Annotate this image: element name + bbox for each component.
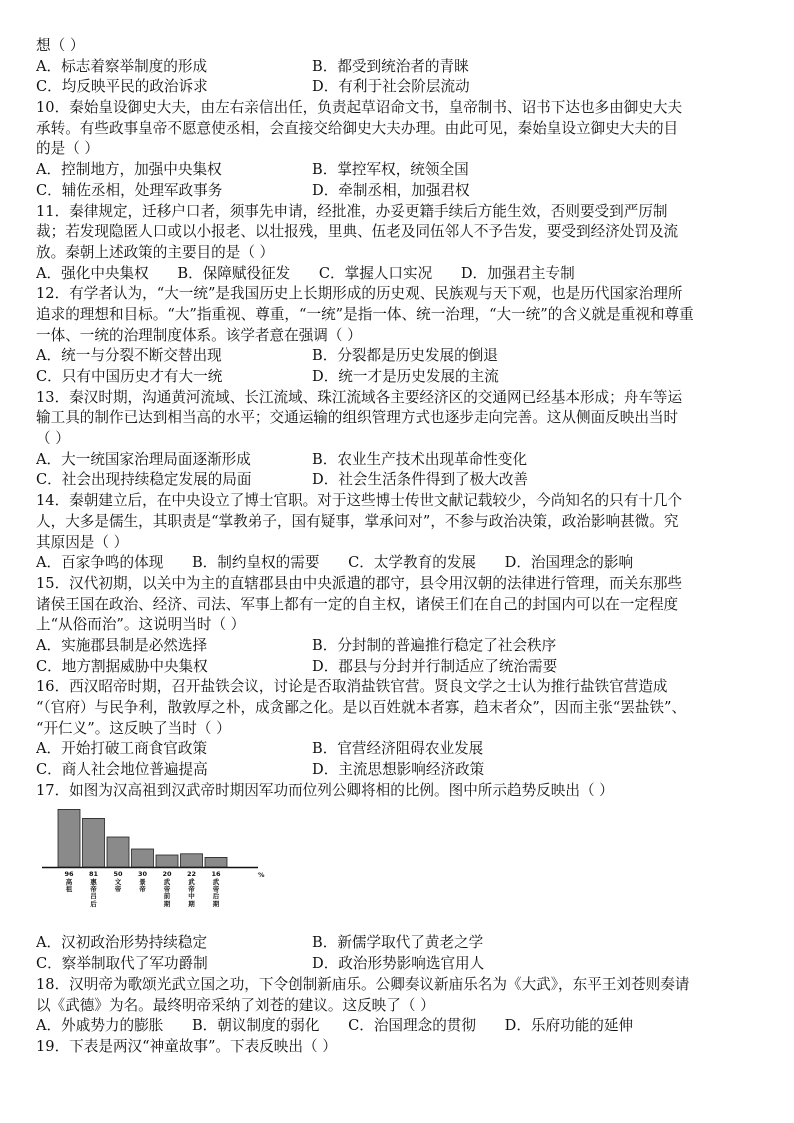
- q12-stem-line: 12．有学者认为，“大一统”是我国历史上长期形成的历史观、民族观与天下观，也是历代国家治理所: [36, 285, 683, 303]
- q13-option-a[interactable]: A．大一统国家治理局面逐渐形成: [36, 450, 251, 468]
- q16-stem-line: 16．西汉昭帝时期，召开盐铁会议，讨论是否取消盐铁官营。贤良文学之士认为推行盐铁官营造成: [36, 678, 668, 696]
- category-label-0: [58, 871, 80, 893]
- category-label-2: [107, 871, 129, 893]
- q11-options-row: [36, 264, 758, 285]
- q9-stem-tail: 想（ ）: [36, 37, 85, 54]
- q9-option-c[interactable]: C．均反映平民的政治诉求: [36, 78, 208, 96]
- q18-stem-line: 以《武德》为名。最终明帝采纳了刘苍的建议。这反映了（ ）: [36, 996, 435, 1014]
- q16-option-d[interactable]: D．主流思想影响经济政策: [312, 761, 485, 779]
- tick-label-1: 惠帝吕后: [90, 877, 97, 908]
- category-label-5: [181, 871, 203, 907]
- data-label-6: 16: [211, 870, 221, 879]
- q10-stem-line: 的是（ ）: [36, 140, 100, 158]
- q15-option-c[interactable]: C．地方割据威胁中央集权: [36, 657, 208, 675]
- bar-2: [107, 837, 129, 867]
- category-label-1: [83, 871, 105, 907]
- q14-stem-line: 其原因是（ ）: [36, 533, 129, 551]
- q10-options-row-2: [36, 181, 758, 202]
- tick-label-6: 武帝后期: [212, 877, 220, 908]
- category-label-4: [156, 871, 178, 907]
- q15-option-d[interactable]: D．郡县与分封并行制适应了统治需要: [312, 657, 558, 675]
- q17-options-row-1: [36, 933, 758, 954]
- q14-option-d[interactable]: D．治国理念的影响: [504, 554, 634, 572]
- q13-options-row-1: [36, 450, 758, 471]
- bar-3: [132, 849, 154, 867]
- q18-option-c[interactable]: C．治国理念的贯彻: [348, 1017, 476, 1035]
- q10-stem-line: 承转。有些政事皇帝不愿意使丞相，会直接交给御史大夫办理。由此可见，秦始皇设立御史大夫的目: [36, 119, 679, 137]
- q15-options-row-1: [36, 636, 758, 657]
- q9-options-row-1: [36, 57, 758, 78]
- q10-option-d[interactable]: D．牵制丞相，加强君权: [312, 181, 470, 199]
- bar-4: [156, 855, 178, 867]
- q16-option-a[interactable]: A．开始打破工商食官政策: [36, 740, 208, 758]
- q9-option-d[interactable]: D．有利于社会阶层流动: [312, 78, 470, 96]
- category-label-3: [132, 871, 154, 893]
- q15-option-a[interactable]: A．实施郡县制是必然选择: [36, 636, 208, 654]
- bar-5: [181, 854, 203, 867]
- q18-stem-line: 18．汉明帝为歌颂光武立国之功，下令创制新庙乐。公卿奏议新庙乐名为《大武》，东平王刘苍则奏请: [36, 975, 690, 993]
- q13-stem-line: 13．秦汉时期，沟通黄河流域、长江流域、珠江流域各主要经济区的交通网已经基本形成；舟车等运: [36, 388, 683, 406]
- q18-options-row: [36, 1016, 758, 1037]
- q17-option-d[interactable]: D．政治形势影响选官用人: [312, 955, 485, 973]
- q12-option-a[interactable]: A．统一与分裂不断交替出现: [36, 347, 222, 365]
- q14-option-b[interactable]: B．制约皇权的需要: [191, 554, 320, 572]
- q18-option-d[interactable]: D．乐府功能的延伸: [504, 1017, 634, 1035]
- data-label-5: 22: [186, 870, 197, 879]
- q14-stem-line: 14．秦朝建立后，在中央设立了博士官职。对于这些博士传世文献记载较少，今尚知名的只有十几个: [36, 492, 683, 510]
- data-label-1: 81: [88, 870, 99, 879]
- q11-stem-line: 裁；若发现隐匿人口或以小报老、以壮报残，里典、伍老及同伍邻人不予告发，要受到经济处罚及流: [36, 223, 679, 241]
- q17-stem-line: 17．如图为汉高祖到汉武帝时期因军功而位列公卿将相的比例。图中所示趋势反映出（ ）: [36, 781, 614, 799]
- q10-options-row-1: [36, 160, 758, 181]
- data-label-4: 20: [162, 870, 172, 879]
- q15-stem-line: 诸侯王国在政治、经济、司法、军事上都有一定的自主权，诸侯王们在自己的封国内可以在一定程度: [36, 595, 679, 613]
- q13-stem-line: 输工具的制作已达到相当高的水平；交通运输的组织管理方式也逐步走向完善。这从侧面反映出当时: [36, 409, 679, 427]
- q17-options-row-2: [36, 954, 758, 975]
- q11-option-a[interactable]: A．强化中央集权: [36, 264, 149, 282]
- bar-1: [83, 819, 105, 868]
- q10-option-c[interactable]: C．辅佐丞相，处理军政事务: [36, 181, 223, 199]
- q12-options-row-2: [36, 367, 758, 388]
- q15-options-row-2: [36, 657, 758, 678]
- q14-stem-line: 人，大多是儒生，其职责是“掌教弟子，国有疑事，掌承问对”，不参与政治决策，政治影响甚微。究: [36, 512, 679, 530]
- q19-stem-line: 19．下表是两汉“神童故事”。下表反映出（ ）: [36, 1037, 337, 1055]
- q9-option-b[interactable]: B．都受到统治者的青睐: [312, 57, 469, 75]
- q13-stem-line: （ ）: [36, 430, 70, 448]
- q16-stem-line: “（官府）与民争利，散敦厚之朴，成贪鄙之化。是以百姓就本者寡，趋末者众”，因而主张“罢盐铁”、: [36, 699, 687, 716]
- data-label-0: 96: [64, 870, 74, 879]
- q10-option-b[interactable]: B．掌控军权，统领全国: [312, 161, 469, 179]
- q16-option-b[interactable]: B．官营经济阻碍农业发展: [312, 740, 484, 758]
- q10-stem-line: 10．秦始皇设御史大夫，由左右亲信出任，负责起草诏命文书，皇帝制书、诏书下达也多由御史大夫: [36, 99, 683, 117]
- q9-options-row-2: [36, 77, 758, 98]
- q13-option-d[interactable]: D．社会生活条件得到了极大改善: [312, 471, 529, 489]
- q11-option-c[interactable]: C．掌握人口实况: [318, 264, 433, 282]
- exam-page: [36, 36, 758, 1058]
- q12-option-d[interactable]: D．统一才是历史发展的主流: [312, 368, 499, 385]
- q14-options-row: [36, 553, 758, 574]
- q11-option-b[interactable]: B．保障赋役征发: [177, 264, 291, 282]
- q14-option-c[interactable]: C．太学教育的发展: [348, 554, 476, 572]
- q17-option-a[interactable]: A．汉初政治形势持续稳定: [36, 934, 208, 952]
- tick-label-3: 景帝: [139, 877, 146, 894]
- q11-option-d[interactable]: D．加强君主专制: [460, 264, 575, 282]
- unit-label: %: [258, 871, 265, 880]
- q18-option-b[interactable]: B．朝议制度的弱化: [191, 1017, 320, 1035]
- tick-label-5: 武帝中期: [188, 877, 195, 908]
- q14-option-a[interactable]: A．百家争鸣的体现: [36, 554, 164, 572]
- data-label-2: 50: [113, 870, 123, 879]
- bar-0: [58, 810, 80, 868]
- q15-stem-line: 15．汉代初期，以关中为主的直辖郡县由中央派遣的郡守，县令用汉朝的法律进行管理，而关东那些: [36, 574, 683, 592]
- q12-option-b[interactable]: B．分裂都是历史发展的倒退: [312, 347, 498, 365]
- q13-option-b[interactable]: B．农业生产技术出现革命性变化: [312, 450, 528, 468]
- bar-chart-svg: [42, 805, 270, 927]
- q13-options-row-2: [36, 470, 758, 491]
- q9-option-a[interactable]: A．标志着察举制度的形成: [36, 57, 208, 75]
- q12-stem-line: 一体、一统的治理制度体系。该学者意在强调（ ）: [36, 326, 362, 344]
- q13-option-c[interactable]: C．社会出现持续稳定发展的局面: [36, 471, 252, 489]
- tick-label-2: 文帝: [114, 877, 122, 894]
- q18-option-a[interactable]: A．外戚势力的膨胀: [36, 1017, 164, 1035]
- tick-label-4: 武帝前期: [163, 877, 171, 908]
- q15-option-b[interactable]: B．分封制的普遍推行稳定了社会秩序: [312, 636, 557, 654]
- tick-label-0: 高祖: [65, 877, 73, 894]
- military-merit-ratio-chart: [42, 805, 270, 927]
- q16-options-row-1: [36, 739, 758, 760]
- bar-6: [205, 858, 227, 868]
- q16-stem-line: “开仁义”。这反映了当时（ ）: [36, 719, 231, 737]
- q12-options-row-1: [36, 346, 758, 367]
- q16-option-c[interactable]: C．商人社会地位普遍提高: [36, 761, 208, 779]
- q17-option-b[interactable]: B．新儒学取代了黄老之学: [312, 934, 484, 952]
- q12-stem-line: 追求的理想和目标。“大”指重视、尊重，“一统”是指一体、统一治理，“大一统”的含义就是重视和尊重: [36, 305, 694, 323]
- q11-stem-line: 放。秦朝上述政策的主要目的是（ ）: [36, 243, 275, 261]
- data-label-3: 30: [137, 870, 148, 879]
- q17-option-c[interactable]: C．察举制取代了军功爵制: [36, 955, 208, 973]
- q15-stem-line: 上“从俗而治”。这说明当时（ ）: [36, 616, 246, 634]
- q10-option-a[interactable]: A．控制地方，加强中央集权: [36, 161, 222, 179]
- category-label-6: [205, 871, 227, 907]
- q12-option-c[interactable]: C．只有中国历史才有大一统: [36, 368, 223, 385]
- q16-options-row-2: [36, 760, 758, 781]
- q11-stem-line: 11．秦律规定，迁移户口者，须事先申请，经批准，办妥更籍手续后方能生效，否则要受到严厉制: [36, 202, 668, 220]
